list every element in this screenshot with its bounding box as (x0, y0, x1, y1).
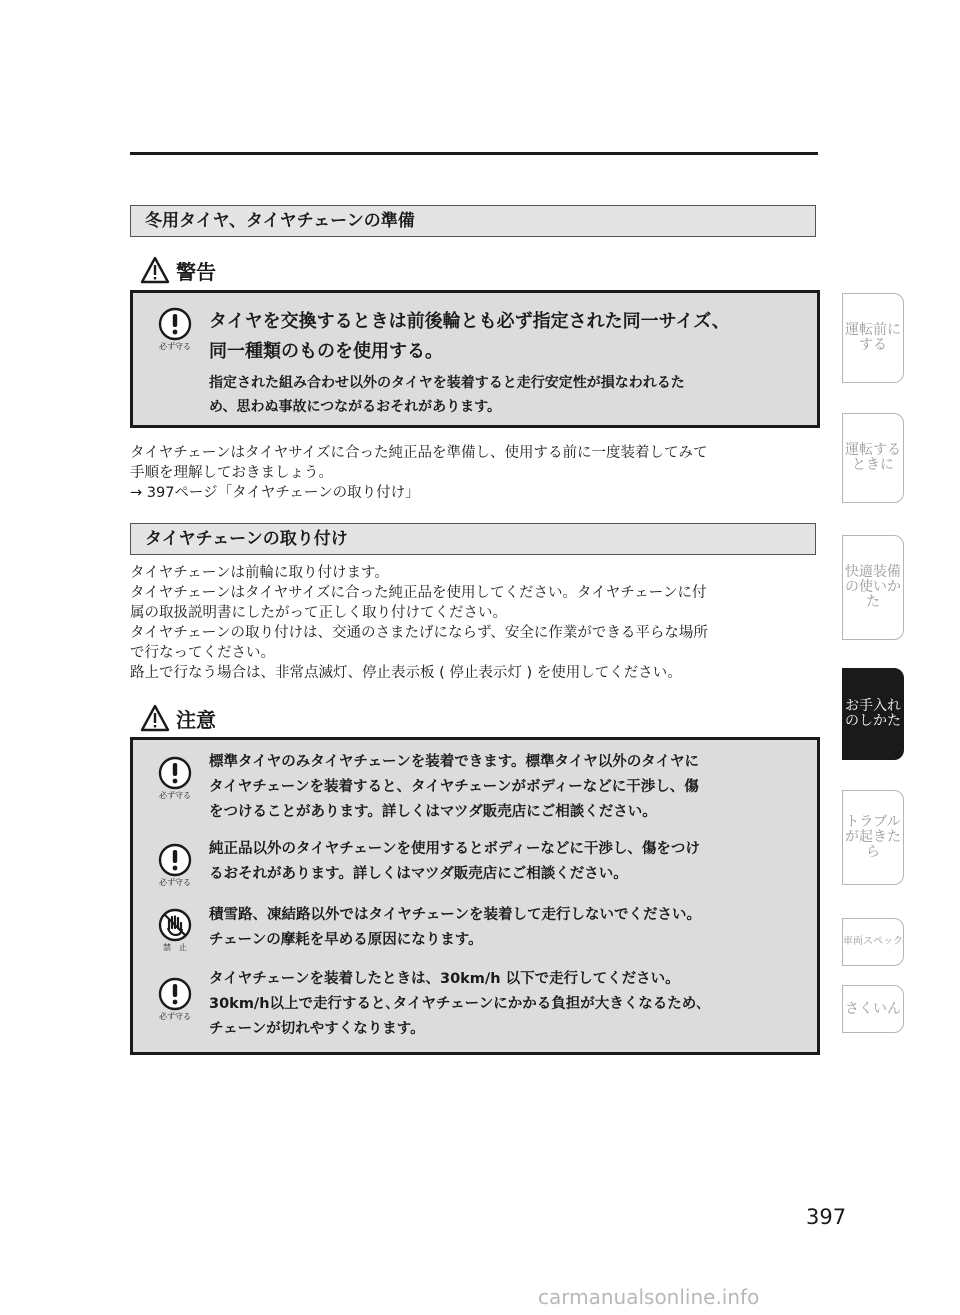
top-rule (130, 152, 818, 155)
body-line: タイヤチェーンは前輪に取り付けます。 (130, 565, 389, 581)
warning-title-row (140, 255, 216, 285)
page-number: 397 (806, 1205, 847, 1229)
side-tab-troubles[interactable]: トラブルが起きたら (842, 790, 904, 885)
warning-title: 警告 (176, 259, 216, 284)
body-line: タイヤチェーンはタイヤサイズに合った純正品を使用してください。タイヤチェーンに付 (130, 585, 707, 601)
caution-item (209, 837, 700, 887)
caution-line: をつけることがあります。詳しくはマツダ販売店にご相談ください。 (209, 804, 657, 820)
caution-line: タイヤチェーンを装着したときは、30km/h 以下で走行してください。 (209, 971, 680, 987)
caution-title-row (140, 703, 216, 733)
caution-icon-group (152, 908, 198, 953)
icon-caption: 禁 止 (163, 943, 187, 952)
caution-line: チェーンの摩耗を早める原因になります。 (209, 932, 483, 948)
caution-item (209, 750, 699, 825)
icon-caption: 必ず守る (159, 878, 191, 887)
caution-icon-group (152, 843, 198, 888)
icon-caption: 必ず守る (159, 342, 191, 351)
caution-box (130, 737, 820, 1055)
caution-item (209, 967, 704, 1042)
section-heading-install: タイヤチェーンの取り付け (130, 523, 816, 555)
caution-item (209, 903, 701, 953)
caution-title: 注意 (176, 707, 216, 732)
body-line: で行なってください。 (130, 645, 275, 661)
warning-triangle-icon (140, 256, 170, 284)
watermark: carmanualsonline.info (538, 1285, 760, 1309)
must-follow-icon (158, 977, 192, 1011)
side-tab-index[interactable]: さくいん (842, 985, 904, 1033)
section-heading-winter: 冬用タイヤ、タイヤチェーンの準備 (130, 205, 816, 237)
body-line: タイヤチェーンはタイヤサイズに合った純正品を準備し、使用する前に一度装着してみて (130, 445, 708, 461)
caution-line: 標準タイヤのみタイヤチェーンを装着できます。標準タイヤ以外のタイヤに (209, 754, 699, 770)
side-tab-comfort[interactable]: 快適装備の使いかた (842, 535, 904, 640)
caution-line: タイヤチェーンを装着すると、タイヤチェーンがボディーなどに干渉し、傷 (209, 779, 699, 795)
preparation-text (130, 443, 820, 503)
caution-line: 30km/h以上で走行すると､タイヤチェーンにかかる負担が大きくなるため､ (209, 996, 704, 1012)
side-tab-specs[interactable]: 車両スペック (842, 918, 904, 966)
side-tab-driving[interactable]: 運転するときに (842, 413, 904, 503)
must-follow-icon (158, 307, 192, 341)
prohibited-hand-icon (158, 908, 192, 942)
warning-detail-line: 指定された組み合わせ以外のタイヤを装着すると走行安定性が損なわれるた (209, 375, 685, 391)
warning-heading-line: タイヤを交換するときは前後輪とも必ず指定された同一サイズ、 (209, 311, 730, 332)
installation-text (130, 563, 820, 683)
caution-line: 純正品以外のタイヤチェーンを使用するとボディーなどに干渉し、傷をつけ (209, 841, 700, 857)
warning-heading-line: 同一種類のものを使用する。 (209, 341, 443, 362)
warning-icon-group (152, 307, 198, 352)
warning-heading (209, 307, 730, 367)
icon-caption: 必ず守る (159, 1012, 191, 1021)
caution-line: チェーンが切れやすくなります。 (209, 1021, 425, 1037)
caution-icon-group (152, 756, 198, 801)
warning-detail (209, 371, 685, 419)
must-follow-icon (158, 756, 192, 790)
page-reference-link[interactable]: → 397ページ「タイヤチェーンの取り付け」 (130, 485, 420, 501)
caution-line: るおそれがあります。詳しくはマツダ販売店にご相談ください。 (209, 866, 628, 882)
icon-caption: 必ず守る (159, 791, 191, 800)
warning-detail-line: め、思わぬ事故につながるおそれがあります。 (209, 399, 502, 415)
warning-box (130, 290, 820, 428)
caution-line: 積雪路、凍結路以外ではタイヤチェーンを装着して走行しないでください。 (209, 907, 701, 923)
must-follow-icon (158, 843, 192, 877)
side-tab-maintenance[interactable]: お手入れのしかた (842, 668, 904, 760)
body-line: 手順を理解しておきましょう。 (130, 465, 333, 481)
body-line: タイヤチェーンの取り付けは、交通のさまたげにならず、安全に作業ができる平らな場所 (130, 625, 708, 641)
side-tab-before-driving[interactable]: 運転前にする (842, 293, 904, 383)
caution-triangle-icon (140, 704, 170, 732)
caution-icon-group (152, 977, 198, 1022)
body-line: 路上で行なう場合は、非常点滅灯、停止表示板 ( 停止表示灯 ) を使用してください。 (130, 665, 682, 681)
body-line: 属の取扱説明書にしたがって正しく取り付けてください。 (130, 605, 507, 621)
